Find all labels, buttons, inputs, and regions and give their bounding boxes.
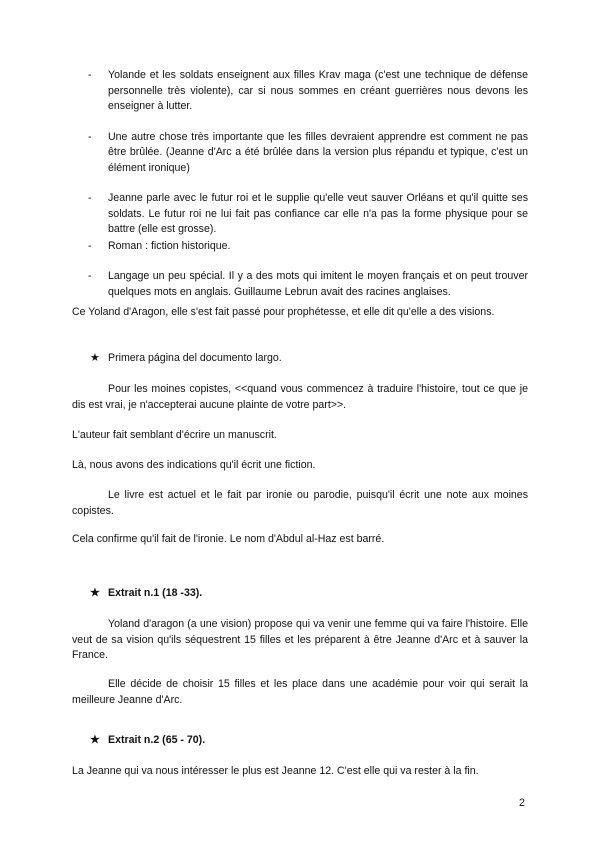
dash-bullet: - — [88, 69, 92, 81]
dash-bullet: - — [88, 239, 92, 252]
star-bullet-icon: ★ — [90, 352, 100, 364]
list-item — [88, 191, 528, 238]
list-item-text: Une autre chose très importante que les filles devraient apprendre est comment ne pas être brûlée. (Jeanne d'Arc a été brûlée dans la version plus répandu et typique, c'est un élément ironique) — [108, 130, 528, 174]
list-item-text: Langage un peu spécial. Il y a des mots qui imitent le moyen français et on peut trouver quelques mots en anglais. Guillaume Lebrun avait des racines anglaises. — [108, 270, 528, 298]
list-item-text: Roman : fiction historique. — [108, 239, 231, 252]
paragraph-jeanne12: La Jeanne qui va nous intéresser le plus est Jeanne 12. C'est elle qui va rester à la fin. — [72, 765, 479, 777]
star-item-extrait2 — [90, 733, 205, 749]
paragraph-auteur: L'auteur fait semblant d'écrire un manuscrit. — [72, 429, 277, 441]
list-item — [88, 269, 528, 300]
list-item-text: Jeanne parle avec le futur roi et le supplie qu'elle veut sauver Orléans et qu'il quitte ses soldats. Le futur roi ne lui fait pas confiance car elle n'a pas la forme physique pour se battre (elle est grosse). — [108, 192, 528, 235]
paragraph-yoland: Ce Yoland d'Aragon, elle s'est fait passé pour prophétesse, et elle dit qu'elle a des visions. — [72, 306, 495, 318]
star-item-primera — [90, 351, 282, 367]
paragraph-choisir: Elle décide de choisir 15 filles et les place dans une académie pour voir qui serait la meilleure Jeanne d'Arc. — [72, 678, 528, 706]
dash-list — [88, 68, 528, 315]
list-item-text: Yolande et les soldats enseignent aux filles Krav maga (c'est une technique de défense personnelle très violente), car si nous sommes en créant guerrières nous devons les enseigner à lutter. — [108, 69, 528, 112]
page-number: 2 — [519, 797, 525, 809]
dash-bullet: - — [88, 130, 92, 143]
star-bullet-icon: ★ — [90, 734, 100, 746]
star-bullet-icon: ★ — [90, 587, 100, 599]
paragraph-indications: Là, nous avons des indications qu'il écrit une fiction. — [72, 459, 316, 471]
star-item-extrait1 — [90, 586, 202, 602]
list-item — [88, 68, 528, 115]
paragraph-livre: Le livre est actuel et le fait par ironie ou parodie, puisqu'il écrit une note aux moines copistes. — [72, 489, 528, 517]
star-item-text: Extrait n.1 (18 -33). — [108, 587, 203, 599]
paragraph-confirme: Cela confirme qu'il fait de l'ironie. Le nom d'Abdul al-Haz est barré. — [72, 533, 385, 545]
list-item — [88, 239, 528, 255]
dash-bullet: - — [88, 270, 92, 282]
list-item — [88, 130, 528, 177]
dash-bullet: - — [88, 192, 92, 204]
paragraph-moines: Pour les moines copistes, <<quand vous commencez à traduire l'histoire, tout ce que je dis est vrai, je n'accepterai aucune plainte de votre part>>. — [72, 383, 528, 411]
star-item-text: Extrait n.2 (65 - 70). — [108, 734, 206, 746]
star-item-text: Primera página del documento largo. — [108, 352, 282, 364]
paragraph-vision: Yoland d'aragon (a une vision) propose qui va venir une femme qui va faire l'histoire. Elle veut de sa vision qu'ils séquestrent 15 filles et les préparent à être Jeanne d'Arc et à sauver la France. — [72, 618, 528, 661]
